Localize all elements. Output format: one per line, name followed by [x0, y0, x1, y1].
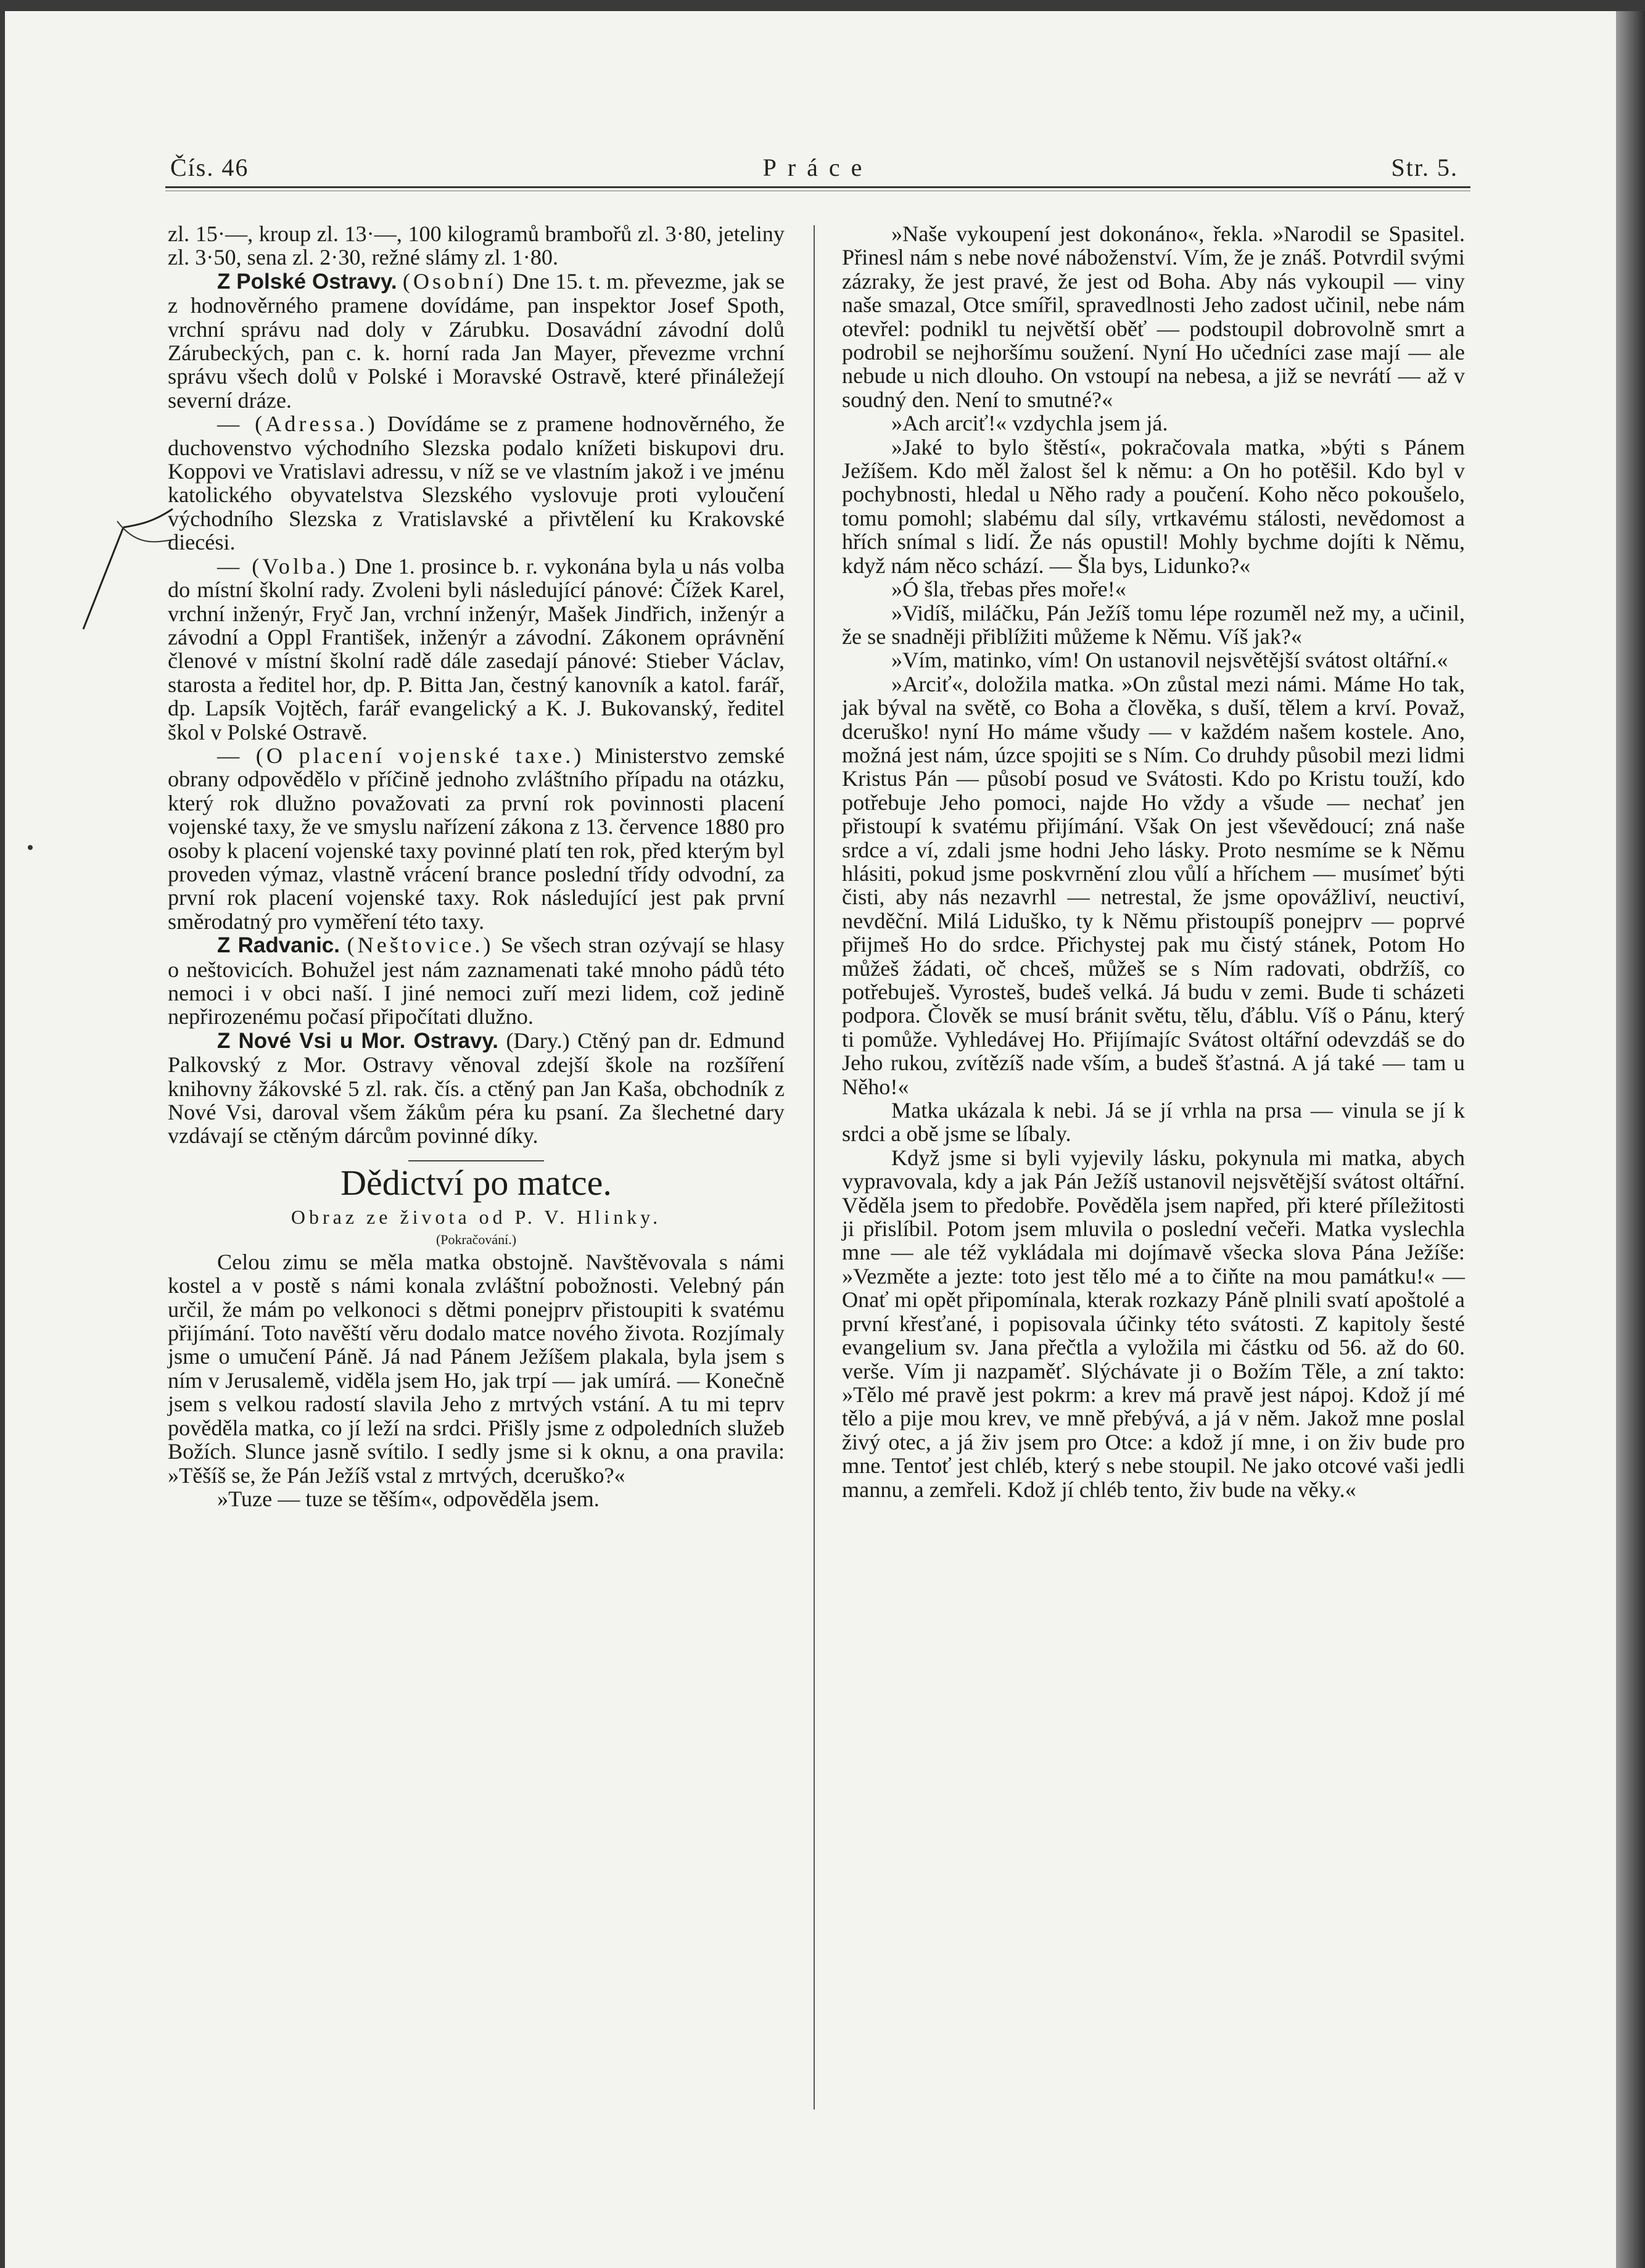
pencil-mark-icon: [80, 497, 179, 632]
news-tag: (Osobní): [402, 268, 507, 294]
story-paragraph: »Jaké to bylo štěstí«, pokračovala matka, »býti s Pánem Ježíšem. Kdo měl žalost šel k němu: a On ho potěšil. Kdo byl v pochybnosti, hledal u Něho rady a poučení. Koho něco pokoušelo, tomu pomohl; slabému dal síly, vrtkavému stálosti, nevědomost a hřích snímal s lidí. Že nás opustil! Mohly bychme dojíti k Němu, když nám něco schází. — Šla bys, Lidunko?«: [842, 434, 1465, 578]
story-paragraph: »Naše vykoupení jest dokonáno«, řekla. »Narodil se Spasitel. Přinesl nám s nebe nové náboženství. Vím, že je znáš. Potvrdil svými zázraky, že jest pravé, že jest od Boha. Aby nás vykoupil — viny naše smazal, Otce smířil, spravedlnosti Jeho zadost učinil, nebe nám otevřel: podnikl tu největší oběť — podstoupil dobrovolně smrt a podrobil se nejhoršímu soužení. Nyní Ho učedníci zase mají — ale nebude u nich dlouho. On vstoupí na nebesa, a již se nevrátí — až v soudný den. Není to smutné?«: [842, 221, 1465, 412]
story-continuation: (Pokračování.): [435, 1231, 517, 1247]
newspaper-title: Práce: [762, 154, 873, 181]
news-text: Ministerstvo zemské obrany odpovědělo v příčině jednoho zvláštního případu na otázku, který rok dlužno považovati za první rok povinnosti placení vojenské taxy, že ve smyslu nařízení zákona z 13. července 1880 pro osoby k placení vojenské taxy povinné platí ten rok, před kterým byl proveden výmaz, vlastně vrácení brance poslední třídy odvodní, za první rok placení vojenské taxy. Rok následující jest pak první směrodatný pro vyměření této taxy.: [168, 743, 785, 934]
issue-number: Čís. 46: [170, 154, 249, 181]
news-place: Z Polské Ostravy.: [217, 269, 397, 294]
story-paragraph: »Vidíš, miláčku, Pán Ježíš tomu lépe rozuměl než my, a učinil, že se snadněji přiblížiti můžeme k Němu. Víš jak?«: [842, 600, 1465, 649]
news-tag: — (O placení vojenské taxe.): [217, 743, 585, 768]
news-place: Z Nové Vsi u Mor. Ostravy.: [217, 1028, 499, 1053]
news-adressa: [168, 412, 785, 554]
news-tag: — (Adressa.): [217, 411, 378, 437]
page-number: Str. 5.: [1391, 154, 1458, 181]
news-text: Dovídáme se z pramene hodnověrného, že duchovenstvo východního Slezska podalo knížeti biskupovi dru. Koppovi ve Vratislavi adressu, v níž se ve vlastním jakož i ve jménu katolického obyvatelstva Slezského vyslovuje proti vyloučení východního Slezska z Vratislavské a přivtělení ku Krakovské diecési.: [168, 411, 785, 555]
story-paragraph: Celou zimu se měla matka obstojně. Navštěvovala s námi kostel a v postě s námi konala zvláštní pobožnosti. Velebný pán určil, že mám po velkonoci s dětmi ponejprv přistoupiti k svatému přijímání. Toto navěští věru dodalo matce nového života. Rozjímaly jsme o umučení Páně. Já nad Pánem Ježíšem plakala, byla jsem s ním v Jerusalemě, viděla jsem Ho, jak trpí — jak umírá. — Konečně jsem s velkou radostí slavila Jeho z mrtvých vstání. A tu mi teprv pověděla matka, co jí leží na srdci. Přišly jsme z odpoledních služeb Božích. Slunce jasně svítilo. I sedly jsme si k oknu, a ona pravila: »Těšíš se, že Pán Ježíš vstal z mrtvých, dceruško?«: [168, 1249, 785, 1488]
news-tag: (Dary.): [506, 1028, 570, 1053]
header-rule: [165, 186, 1470, 188]
market-prices: zl. 15·—, kroup zl. 13·—, 100 kilogramů brambořů zl. 3·80, jeteliny zl. 3·50, sena zl. 2·30, režné slámy zl. 1·80.: [168, 221, 785, 270]
story-title: Dědictví po matce.: [340, 1162, 612, 1203]
news-tag: (Neštovice.): [347, 933, 494, 958]
news-volba: [168, 555, 785, 744]
story-paragraph: »Arciť«, doložila matka. »On zůstal mezi námi. Máme Ho tak, jak býval na světě, co Boha a člověka, s duší, tělem a krví. Považ, dceruško! nyní Ho máme všudy — v každém našem kostele. Ano, možná jest nám, úzce spojiti se s Ním. Co druhdy působil mezi lidmi Kristus Pán — působí posud ve Svátosti. Kdo po Kristu touží, kdo potřebuje Jeho pomoci, najde Ho vždy a všude — nechať jen přistoupí k svatému přijímání. Však On jest vševědoucí; zná naše srdce a ví, zdali jsme hodni Jeho lásky. Proto nesmíme se k Němu hlásiti, pokud jsme poskvrnění zlou vůlí a hříchem — musímeť býti čisti, aby nás nezavrhl — netrestal, že jsme opovážliví, neuctiví, nevděční. Milá Liduško, ty k Němu přistoupíš ponejprv — poprvé přijmeš Ho do srdce. Přichystej pak mu čistý stánek, Potom Ho můžeš žádati, oč chceš, můžeš se s Ním radovati, obdržíš, co potřebuješ. Vyrosteš, budeš velká. Já budu v zemi. Bude ti scházeti podpora. Člověk se musí bránit světu, tělu, ďáblu. Víš o Pánu, který ti pomůže. Vyhledávej Ho. Přijímajíc Svátost oltářní odevzdáš se do Jeho rukou, zvítězíš nade vším, a budeš šťastná. A já také — tam u Něho!«: [842, 671, 1465, 1099]
story-paragraph: »Vím, matinko, vím! On ustanovil nejsvětější svátost oltářní.«: [891, 648, 1448, 673]
right-column: [842, 222, 1465, 1501]
news-polska-ostrava: [168, 270, 785, 412]
scan-edge: [1616, 11, 1645, 2268]
page-header: [165, 153, 1470, 184]
news-text: Dne 15. t. m. převezme, jak se z hodnověrného pramene dovídáme, pan inspektor Josef Spoth, vrchní správu nad doly v Zárubku. Dosavádní závodní dolů Zárubeckých, pan c. k. horní rada Jan Mayer, převezme vrchní správu všech dolů v Polské i Moravské Ostravě, které přináležejí severní dráze.: [168, 268, 785, 413]
column-divider: [814, 225, 815, 2109]
left-column: [168, 222, 785, 1511]
margin-dot: [28, 845, 33, 850]
story-paragraph: »Ach arciť!« vzdychla jsem já.: [891, 411, 1168, 436]
news-place: Z Radvanic.: [217, 933, 340, 958]
story-paragraph: »Ó šla, třebas přes moře!«: [891, 577, 1126, 602]
story-paragraph: »Tuze — tuze se těším«, odpověděla jsem.: [217, 1486, 600, 1511]
story-subtitle: Obraz ze života od P. V. Hlinky.: [291, 1205, 662, 1228]
news-text: Se všech stran ozývají se hlasy o neštovicích. Bohužel jest nám zaznamenati také mnoho pádů této nemoci i v obci naší. I jiné nemoci zuří mezi lidem, což jedině nepřirozenému počasí připočítati dlužno.: [168, 933, 785, 1029]
story-paragraph: Matka ukázala k nebi. Já se jí vrhla na prsa — vinula se jí k srdci a obě jsme se líbaly.: [842, 1098, 1465, 1147]
news-radvanice: [168, 933, 785, 1029]
story-paragraph: Když jsme si byli vyjevily lásku, pokynula mi matka, abych vypravovala, kdy a jak Pán Ježíš ustanovil nejsvětější svátost oltářní. Věděla jsem to předobře. Pověděla jsem napřed, při které příležitosti ji přislíbil. Potom jsem mluvila o poslední večeři. Matka vyslechla mne — ale též vykládala mi dojímavě všecka slova Pána Ježíše: »Vezměte a jezte: toto jest tělo mé a to čiňte na mou památku!« — Onať mi opět připomínala, kterak rozkazy Páně plnili svatí apoštolé a první křesťané, i popisovala účinky této svátosti. Z kapitoly šesté evangelium sv. Jana přečtla a vyložila mi částku od 56. až do 60. verše. Vím ji nazpaměť. Slýchávate ji o Božím Těle, a zní takto: »Tělo mé pravě jest pokrm: a krev má pravě jest nápoj. Kdož jí mé tělo a pije mou krev, ve mně přebývá, a já v něm. Jakož mne poslal živý otec, a já živ jsem pro Otce: a kdož jí mne, i on živ bude pro mne. Tentoť jest chléb, který s nebe stoupil. Ne jako otcové vaši jedli mannu, a zemřeli. Kdož jí chléb tento, živ bude na věky.«: [842, 1145, 1465, 1502]
news-tag: — (Volba.): [217, 553, 349, 579]
news-nova-ves: [168, 1029, 785, 1148]
news-text: Dne 1. prosince b. r. vykonána byla u nás volba do místní školní rady. Zvoleni byli následující pánové: Čížek Karel, vrchní inženýr, Fryč Jan, vrchní inženýr, Mašek Jindřich, inženýr a závodní a Oppl František, inženýr a závodní. Zákonem oprávnění členové v místní školní radě dále zasedají pánové: Stieber Václav, starosta a ředitel hor, dp. P. Bitta Jan, čestný kanovník a katol. farář, dp. Lapsík Vojtěch, farář evangelický a K. J. Bukovanský, ředitel škol v Polské Ostravě.: [168, 553, 785, 744]
news-text: Ctěný pan dr. Edmund Palkovský z Mor. Ostravy věnoval zdejší škole na rozšíření knihovny žákovské 5 zl. rak. čís. a ctěný pan Jan Kaša, obchodník z Nové Vsi, daroval všem žákům péra ku psaní. Za šlechetné dary vzdávají se ctěným dárcům povinné díky.: [168, 1028, 785, 1148]
news-vojenska-taxa: [168, 744, 785, 933]
